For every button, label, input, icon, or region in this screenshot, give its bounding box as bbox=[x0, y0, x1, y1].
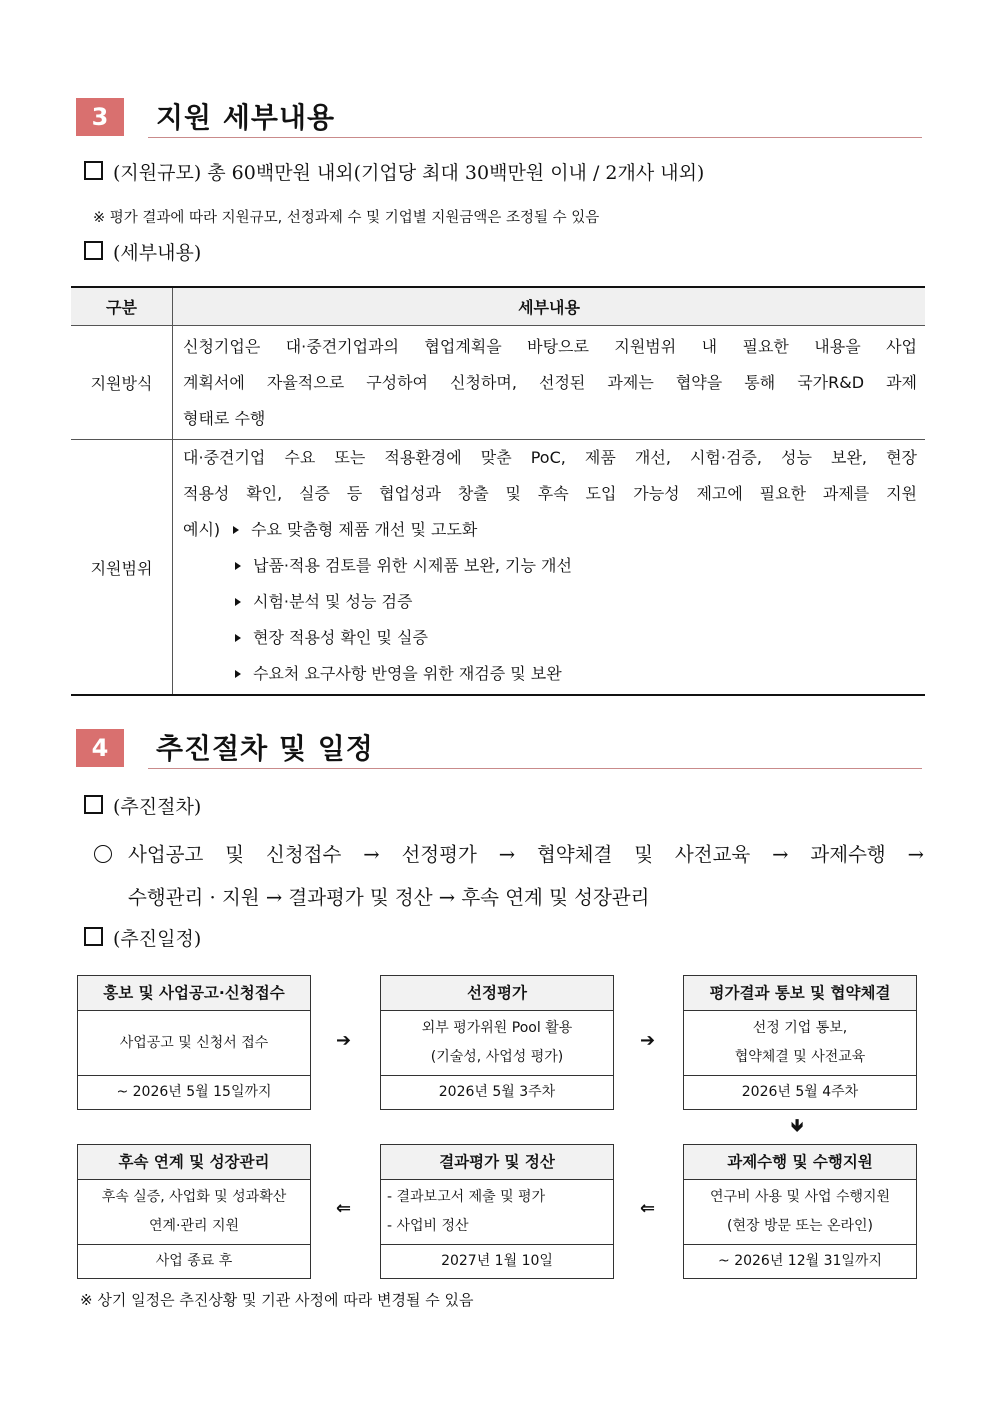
step-body bbox=[78, 1180, 310, 1245]
detail-line: 적용성 확인, 실증 등 협업성과 창출 및 후속 도입 가능성 제고에 필요한 과제를 지원 bbox=[183, 484, 917, 503]
step-date: 2026년 5월 3주차 bbox=[438, 1084, 556, 1100]
example-prefix: 예시) bbox=[183, 520, 221, 539]
step-body-line: 후속 실증, 사업화 및 성과확산 bbox=[101, 1189, 287, 1205]
section-underline bbox=[148, 137, 922, 138]
schedule-step-box bbox=[77, 1144, 311, 1279]
step-body-line: 선정 기업 통보, bbox=[752, 1020, 848, 1036]
example-line bbox=[173, 620, 925, 656]
table-row bbox=[71, 440, 925, 696]
triangle-bullet-icon bbox=[235, 634, 241, 642]
step-title: 결과평가 및 정산 bbox=[381, 1145, 613, 1180]
step-title: 과제수행 및 수행지원 bbox=[684, 1145, 916, 1180]
section-number: 4 bbox=[76, 729, 124, 767]
left-arrow-icon: ⇐ bbox=[640, 1198, 656, 1219]
section-title: 지원 세부내용 bbox=[156, 101, 336, 134]
step-body bbox=[381, 1180, 613, 1245]
schedule-step-box bbox=[683, 975, 917, 1110]
section-3-header bbox=[76, 98, 922, 138]
procedure-heading bbox=[84, 795, 201, 819]
triangle-bullet-icon bbox=[235, 562, 241, 570]
procedure-line bbox=[94, 839, 924, 867]
schedule-note: ※ 상기 일정은 추진상황 및 기관 사정에 따라 변경될 수 있음 bbox=[80, 1291, 474, 1309]
scale-label: (지원규모) 총 60백만원 내외(기업당 최대 30백만원 이내 / 2개사 내외) bbox=[113, 162, 705, 184]
example-line bbox=[173, 656, 925, 692]
example-item: 수요 맞춤형 제품 개선 및 고도화 bbox=[251, 520, 478, 539]
schedule-label: (추진일정) bbox=[113, 928, 202, 950]
triangle-bullet-icon bbox=[235, 670, 241, 678]
step-body bbox=[684, 1180, 916, 1245]
circle-bullet-icon bbox=[94, 845, 112, 863]
step-body-line: 외부 평가위원 Pool 활용 bbox=[421, 1020, 573, 1036]
step-body-line: 사업공고 및 신청서 접수 bbox=[119, 1034, 269, 1051]
schedule-step-box bbox=[683, 1144, 917, 1279]
details-heading bbox=[84, 241, 201, 265]
scale-heading bbox=[84, 161, 704, 185]
table-header-category: 구분 bbox=[71, 287, 173, 326]
step-body-line: 연계·관리 지원 bbox=[148, 1218, 240, 1234]
detail-line: 계획서에 자율적으로 구성하여 신청하며, 선정된 과제는 협약을 통해 국가R&D 과제 bbox=[183, 373, 917, 392]
procedure-text: 사업공고 및 신청접수 → 선정평가 → 협약체결 및 사전교육 → 과제수행 → bbox=[128, 843, 924, 866]
step-date: 2026년 5월 4주차 bbox=[741, 1084, 859, 1100]
step-body bbox=[684, 1011, 916, 1076]
procedure-label: (추진절차) bbox=[113, 796, 202, 818]
section-underline bbox=[148, 768, 922, 769]
step-date: 사업 종료 후 bbox=[155, 1253, 233, 1269]
schedule-step-box bbox=[380, 1144, 614, 1279]
schedule-step-box bbox=[380, 975, 614, 1110]
checkbox-square-icon bbox=[84, 927, 103, 946]
procedure-line: 수행관리 · 지원 → 결과평가 및 정산 → 후속 연계 및 성장관리 bbox=[128, 886, 650, 909]
down-arrow-icon: 🡻 bbox=[791, 1116, 804, 1136]
example-line bbox=[173, 548, 925, 584]
example-line bbox=[173, 512, 925, 548]
step-body-line: (현장 방문 또는 온라인) bbox=[727, 1218, 873, 1234]
example-item: 현장 적용성 확인 및 실증 bbox=[253, 628, 428, 647]
row-details bbox=[173, 326, 926, 440]
triangle-bullet-icon bbox=[233, 526, 239, 534]
table-header-details: 세부내용 bbox=[173, 287, 926, 326]
details-table bbox=[71, 286, 925, 696]
right-arrow-icon: ➔ bbox=[640, 1030, 656, 1051]
step-body-line: - 결과보고서 제출 및 평가 bbox=[387, 1189, 546, 1205]
detail-line: 형태로 수행 bbox=[183, 409, 266, 428]
step-title: 선정평가 bbox=[381, 976, 613, 1011]
schedule-heading bbox=[84, 927, 201, 951]
table-header-row bbox=[71, 287, 925, 326]
triangle-bullet-icon bbox=[235, 598, 241, 606]
step-body bbox=[78, 1011, 310, 1076]
section-4-header bbox=[76, 729, 922, 769]
example-item: 시험·분석 및 성능 검증 bbox=[253, 592, 413, 611]
section-title: 추진절차 및 일정 bbox=[156, 732, 374, 765]
right-arrow-icon: ➔ bbox=[336, 1030, 352, 1051]
step-body bbox=[381, 1011, 613, 1076]
details-label: (세부내용) bbox=[113, 242, 202, 264]
detail-line: 신청기업은 대·중견기업과의 협업계획을 바탕으로 지원범위 내 필요한 내용을 사업 bbox=[183, 337, 917, 356]
example-item: 납품·적용 검토를 위한 시제품 보완, 기능 개선 bbox=[253, 556, 572, 575]
step-body-line: (기술성, 사업성 평가) bbox=[430, 1049, 564, 1065]
step-title: 후속 연계 및 성장관리 bbox=[78, 1145, 310, 1180]
checkbox-square-icon bbox=[84, 241, 103, 260]
row-category: 지원방식 bbox=[71, 326, 173, 440]
table-row bbox=[71, 326, 925, 440]
step-body-line: - 사업비 정산 bbox=[387, 1218, 469, 1234]
checkbox-square-icon bbox=[84, 161, 103, 180]
step-body-line: 연구비 사용 및 사업 수행지원 bbox=[709, 1189, 891, 1205]
step-date: ~ 2026년 12월 31일까지 bbox=[718, 1253, 882, 1269]
example-line bbox=[173, 584, 925, 620]
step-title: 평가결과 통보 및 협약체결 bbox=[684, 976, 916, 1011]
left-arrow-icon: ⇐ bbox=[336, 1198, 352, 1219]
schedule-step-box bbox=[77, 975, 311, 1110]
detail-line: 대·중견기업 수요 또는 적용환경에 맞춘 PoC, 제품 개선, 시험·검증, 성능 보완, 현장 bbox=[183, 448, 917, 467]
scale-note: ※ 평가 결과에 따라 지원규모, 선정과제 수 및 기업별 지원금액은 조정될 수 있음 bbox=[93, 210, 600, 226]
example-item: 수요처 요구사항 반영을 위한 재검증 및 보완 bbox=[253, 664, 562, 683]
step-date: ~ 2026년 5월 15일까지 bbox=[116, 1084, 272, 1100]
row-category: 지원범위 bbox=[71, 440, 173, 696]
step-date: 2027년 1월 10일 bbox=[441, 1253, 553, 1269]
step-title: 홍보 및 사업공고·신청접수 bbox=[78, 976, 310, 1011]
row-details bbox=[173, 440, 926, 696]
section-number: 3 bbox=[76, 98, 124, 136]
checkbox-square-icon bbox=[84, 795, 103, 814]
step-body-line: 협약체결 및 사전교육 bbox=[734, 1049, 866, 1065]
